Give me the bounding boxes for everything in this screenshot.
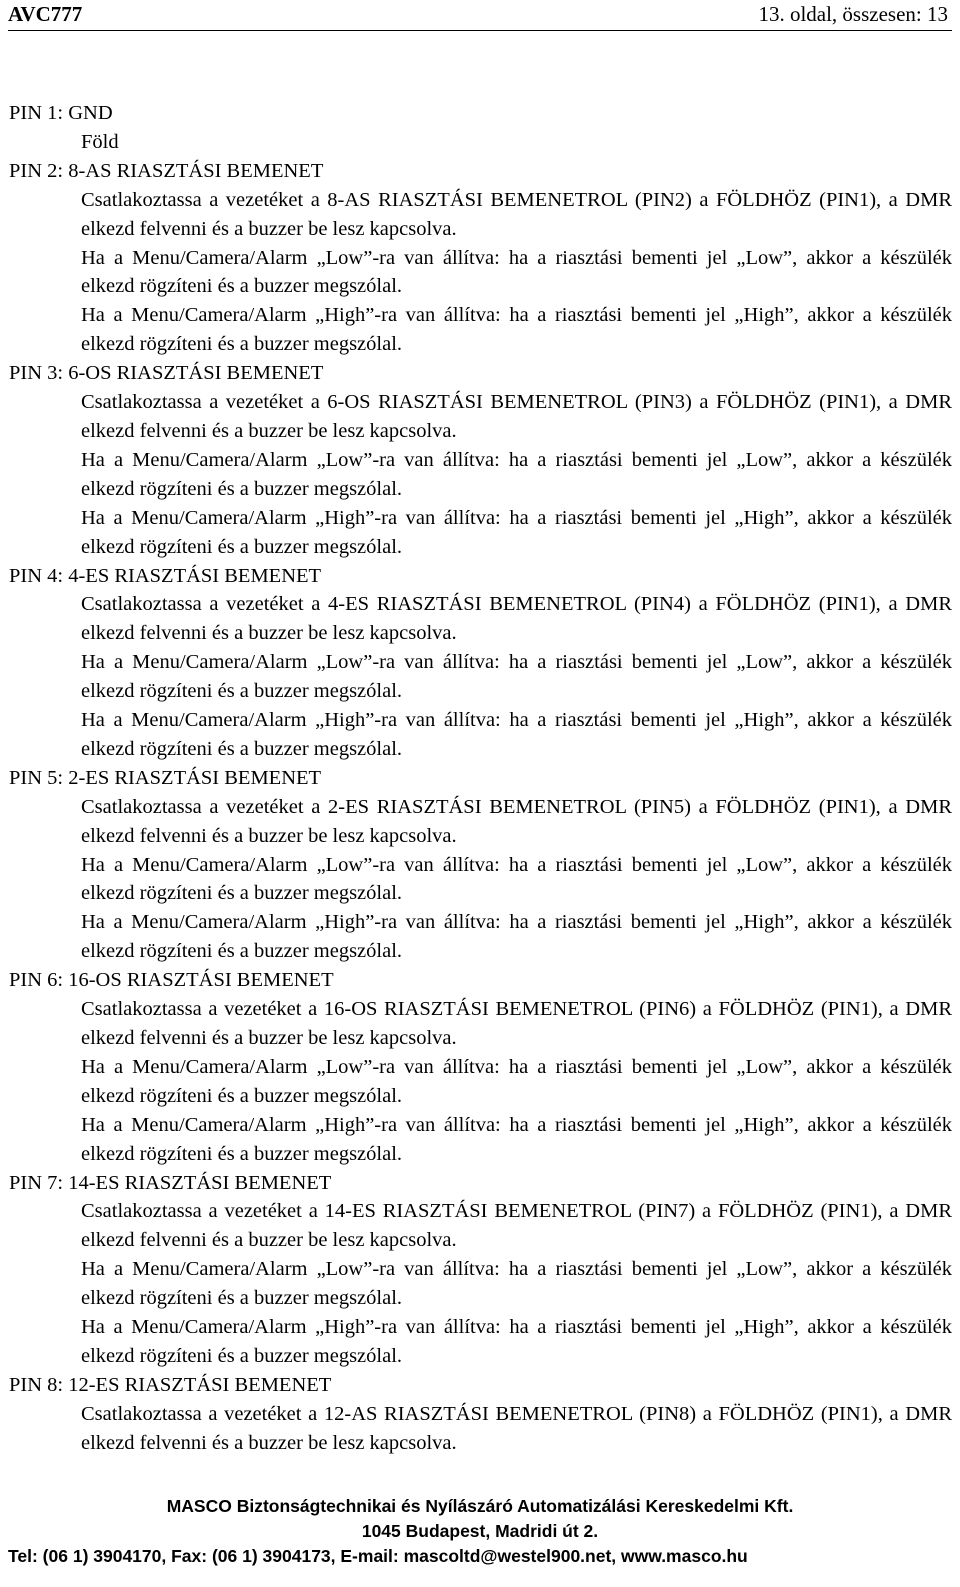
low-paragraph: Ha a Menu/Camera/Alarm „Low”-ra van állítva: ha a riasztási bementi jel „Low”, akkor a készülék elkezd rögzíteni és a buzzer megszólal. [81,246,952,298]
page-header [8,0,952,31]
pin-title: PIN 1: GND [9,102,113,124]
pin-title: PIN 8: 12-ES RIASZTÁSI BEMENET [9,1373,332,1396]
low-paragraph: Ha a Menu/Camera/Alarm „Low”-ra van állítva: ha a riasztási bementi jel „Low”, akkor a készülék elkezd rögzíteni és a buzzer megszólal. [81,1258,952,1310]
pin-section [9,359,952,561]
connect-paragraph: Csatlakoztassa a vezetéket a 16-OS RIASZTÁSI BEMENETROL (PIN6) a FÖLDHÖZ (PIN1), a DMR elkezd felvenni és a buzzer be lesz kapcsolva. [81,998,952,1049]
connect-paragraph: Csatlakoztassa a vezetéket a 8-AS RIASZTÁSI BEMENETROL (PIN2) a FÖLDHÖZ (PIN1), a DMR elkezd felvenni és a buzzer be lesz kapcsolva. [81,188,952,240]
connect-paragraph: Csatlakoztassa a vezetéket a 2-ES RIASZTÁSI BEMENETROL (PIN5) a FÖLDHÖZ (PIN1), a DMR elkezd felvenni és a buzzer be lesz kapcsolva. [81,795,952,847]
footer-address: 1045 Budapest, Madridi út 2. [361,1521,599,1541]
high-paragraph: Ha a Menu/Camera/Alarm „High”-ra van állítva: ha a riasztási bementi jel „High”, akkor a készülék elkezd rögzíteni és a buzzer megszólal. [81,1316,952,1367]
pin-title: PIN 6: 16-OS RIASZTÁSI BEMENET [9,969,334,992]
document-id: AVC777 [8,2,83,26]
pin-title: PIN 4: 4-ES RIASZTÁSI BEMENET [9,564,322,587]
pin-section [9,1371,952,1458]
pin-description: Föld [81,130,119,153]
page-counter: 13. oldal, összesen: 13 [758,2,948,26]
pin-section [9,99,952,157]
high-paragraph: Ha a Menu/Camera/Alarm „High”-ra van állítva: ha a riasztási bementi jel „High”, akkor a készülék elkezd rögzíteni és a buzzer megszólal. [81,911,952,963]
connect-paragraph: Csatlakoztassa a vezetéket a 6-OS RIASZTÁSI BEMENETROL (PIN3) a FÖLDHÖZ (PIN1), a DMR elkezd felvenni és a buzzer be lesz kapcsolva. [81,391,952,442]
high-paragraph: Ha a Menu/Camera/Alarm „High”-ra van állítva: ha a riasztási bementi jel „High”, akkor a készülék elkezd rögzíteni és a buzzer megszólal. [81,506,952,558]
footer-company: MASCO Biztonságtechnikai és Nyílászáró Automatizálási Kereskedelmi Kft. [166,1496,794,1516]
pin-title: PIN 7: 14-ES RIASZTÁSI BEMENET [9,1171,332,1194]
low-paragraph: Ha a Menu/Camera/Alarm „Low”-ra van állítva: ha a riasztási bementi jel „Low”, akkor a készülék elkezd rögzíteni és a buzzer megszólal. [81,1055,952,1107]
pin-title: PIN 3: 6-OS RIASZTÁSI BEMENET [9,362,324,385]
pin-section [9,764,952,966]
connect-paragraph: Csatlakoztassa a vezetéket a 12-AS RIASZTÁSI BEMENETROL (PIN8) a FÖLDHÖZ (PIN1), a DMR elkezd felvenni és a buzzer be lesz kapcsolva. [81,1402,952,1454]
high-paragraph: Ha a Menu/Camera/Alarm „High”-ra van állítva: ha a riasztási bementi jel „High”, akkor a készülék elkezd rögzíteni és a buzzer megszólal. [81,304,952,356]
page-footer [0,1494,960,1569]
connect-paragraph: Csatlakoztassa a vezetéket a 14-ES RIASZTÁSI BEMENETROL (PIN7) a FÖLDHÖZ (PIN1), a DMR elkezd felvenni és a buzzer be lesz kapcsolva. [81,1200,952,1252]
pin-title: PIN 2: 8-AS RIASZTÁSI BEMENET [9,159,324,182]
document-body [9,99,952,1458]
pin-section [9,966,952,1168]
low-paragraph: Ha a Menu/Camera/Alarm „Low”-ra van állítva: ha a riasztási bementi jel „Low”, akkor a készülék elkezd rögzíteni és a buzzer megszólal. [81,651,952,703]
footer-contact: Tel: (06 1) 3904170, Fax: (06 1) 3904173, E-mail: mascoltd@westel900.net, www.masco.hu [8,1546,748,1566]
high-paragraph: Ha a Menu/Camera/Alarm „High”-ra van állítva: ha a riasztási bementi jel „High”, akkor a készülék elkezd rögzíteni és a buzzer megszólal. [81,709,952,760]
connect-paragraph: Csatlakoztassa a vezetéket a 4-ES RIASZTÁSI BEMENETROL (PIN4) a FÖLDHÖZ (PIN1), a DMR elkezd felvenni és a buzzer be lesz kapcsolva. [81,593,952,645]
high-paragraph: Ha a Menu/Camera/Alarm „High”-ra van állítva: ha a riasztási bementi jel „High”, akkor a készülék elkezd rögzíteni és a buzzer megszólal. [81,1113,952,1165]
pin-section [9,157,952,359]
pin-section [9,1169,952,1371]
low-paragraph: Ha a Menu/Camera/Alarm „Low”-ra van állítva: ha a riasztási bementi jel „Low”, akkor a készülék elkezd rögzíteni és a buzzer megszólal. [81,448,952,500]
pin-section [9,562,952,764]
pin-title: PIN 5: 2-ES RIASZTÁSI BEMENET [9,766,322,789]
low-paragraph: Ha a Menu/Camera/Alarm „Low”-ra van állítva: ha a riasztási bementi jel „Low”, akkor a készülék elkezd rögzíteni és a buzzer megszólal. [81,853,952,905]
